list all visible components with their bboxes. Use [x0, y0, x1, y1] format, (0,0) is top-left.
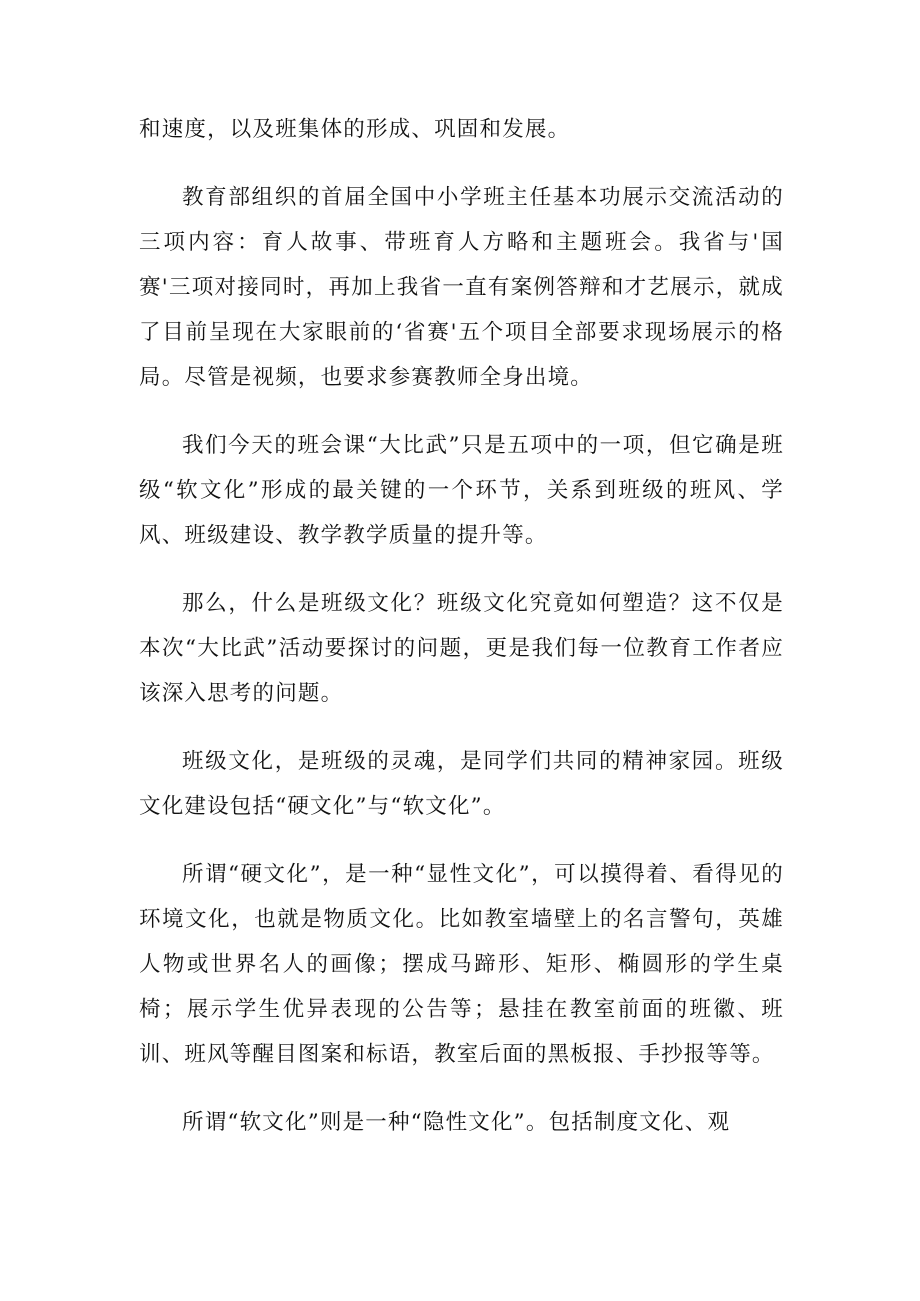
paragraph: 所谓“硬文化”，是一种“显性文化”，可以摸得着、看得见的环境文化，也就是物质文化。比如教室墙壁上的名言警句，英雄人物或世界名人的画像；摆成马蹄形、矩形、椭圆形的学生桌椅；展示学生优异表现的公告等；悬挂在教室前面的班徽、班训、班风等醒目图案和标语，教室后面的黑板报、手抄报等等。	[139, 862, 784, 1067]
document-body	[139, 107, 784, 1168]
paragraph: 教育部组织的首届全国中小学班主任基本功展示交流活动的三项内容：育人故事、带班育人方略和主题班会。我省与'国赛'三项对接同时，再加上我省一直有案例答辩和才艺展示，就成了目前呈现在大家眼前的‘省赛'五个项目全部要求现场展示的格局。尽管是视频，也要求参赛教师全身出境。	[139, 185, 784, 390]
paragraph-continued: 和速度，以及班集体的形成、巩固和发展。	[139, 117, 571, 142]
paragraph: 我们今天的班会课“大比武”只是五项中的一项，但它确是班级“软文化”形成的最关键的一个环节，关系到班级的班风、学风、班级建设、教学教学质量的提升等。	[139, 433, 784, 548]
paragraph: 班级文化，是班级的灵魂，是同学们共同的精神家园。班级文化建设包括“硬文化”与“软文化”。	[139, 749, 784, 819]
paragraph: 那么，什么是班级文化？班级文化究竟如何塑造？这不仅是本次“大比武”活动要探讨的问题，更是我们每一位教育工作者应该深入思考的问题。	[139, 591, 784, 706]
paragraph: 所谓“软文化”则是一种“隐性文化”。包括制度文化、观	[182, 1110, 731, 1135]
